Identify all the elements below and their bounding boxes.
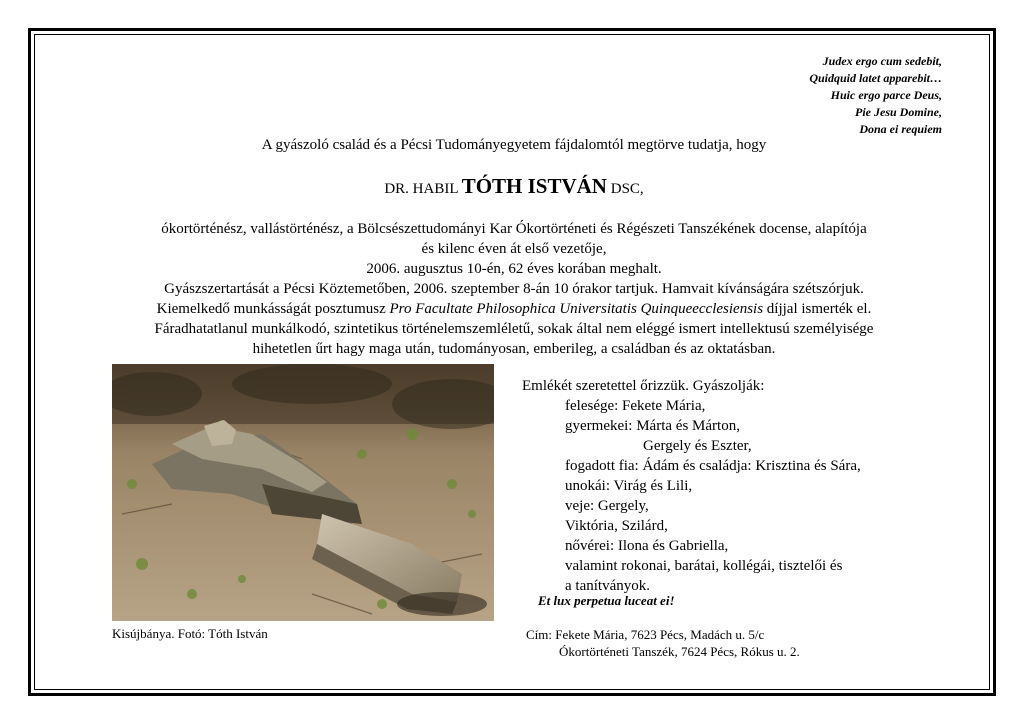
motto-line: Dona ei requiem: [859, 122, 942, 136]
photo-illustration: [112, 364, 494, 621]
body-line: [60, 299, 968, 319]
obituary-body: [60, 219, 968, 359]
address-line: Cím: Fekete Mária, 7623 Pécs, Madách u. 5/c: [526, 627, 765, 642]
list-item: gyermekei: Márta és Márton,: [565, 418, 740, 434]
announcement-intro: A gyászoló család és a Pécsi Tudományegyetem fájdalomtól megtörve tudatja, hogy: [261, 137, 767, 153]
list-item: a tanítványok.: [565, 578, 650, 594]
mourners-list: [522, 376, 861, 596]
list-item: valamint rokonai, barátai, kollégái, tisztelői és: [565, 558, 843, 574]
contact-address: [526, 626, 800, 660]
motto-line: Quidquid latet apparebit…: [809, 71, 942, 85]
body-line: hihetetlen űrt hagy maga után, tudományosan, emberileg, a családban és az oktatásban.: [252, 341, 776, 357]
latin-closing: Et lux perpetua luceat ei!: [538, 593, 675, 608]
photo-caption: Kisújbánya. Fotó: Tóth István: [112, 626, 268, 641]
award-pre: Kiemelkedő munkásságát posztumusz: [156, 301, 390, 317]
list-item: felesége: Fekete Mária,: [565, 398, 706, 414]
body-line: és kilenc éven át első vezetője,: [421, 241, 607, 257]
motto-line: Judex ergo cum sedebit,: [822, 54, 942, 68]
address-line: Ókortörténeti Tanszék, 7624 Pécs, Rókus u. 2.: [559, 644, 800, 659]
name-main: TÓTH ISTVÁN: [461, 174, 607, 198]
body-line: 2006. augusztus 10-én, 62 éves korában meghalt.: [366, 261, 662, 277]
list-item: unokái: Virág és Lili,: [565, 478, 693, 494]
award-post: díjjal ismerték el.: [763, 301, 872, 317]
name-suffix: DSC,: [606, 181, 644, 197]
list-item: Viktória, Szilárd,: [565, 518, 668, 534]
deceased-name: [0, 174, 1028, 199]
name-prefix: DR. HABIL: [384, 181, 462, 197]
memorial-photo: [112, 364, 494, 621]
body-line: ókortörténész, vallástörténész, a Bölcsészettudományi Kar Ókortörténeti és Régészeti Tanszékének docense, alapítója: [161, 221, 867, 237]
list-item: fogadott fia: Ádám és családja: Krisztina és Sára,: [565, 458, 861, 474]
mourners-heading: Emlékét szeretettel őrizzük. Gyászolják:: [522, 378, 765, 394]
award-name: Pro Facultate Philosophica Universitatis Quinqueecclesiensis: [389, 301, 764, 317]
latin-motto: [809, 53, 942, 138]
list-item: nővérei: Ilona és Gabriella,: [565, 538, 729, 554]
motto-line: Pie Jesu Domine,: [855, 105, 942, 119]
motto-line: Huic ergo parce Deus,: [830, 88, 942, 102]
body-line: Gyászszertartását a Pécsi Köztemetőben, 2006. szeptember 8-án 10 órakor tartjuk. Hamvait kívánságára szétszórjuk.: [164, 281, 864, 297]
body-line: Fáradhatatlanul munkálkodó, szintetikus történelemszemléletű, sokak által nem eléggé ismert intellektusú személyisége: [154, 321, 874, 337]
list-item: veje: Gergely,: [565, 498, 649, 514]
list-item: Gergely és Eszter,: [643, 438, 752, 454]
